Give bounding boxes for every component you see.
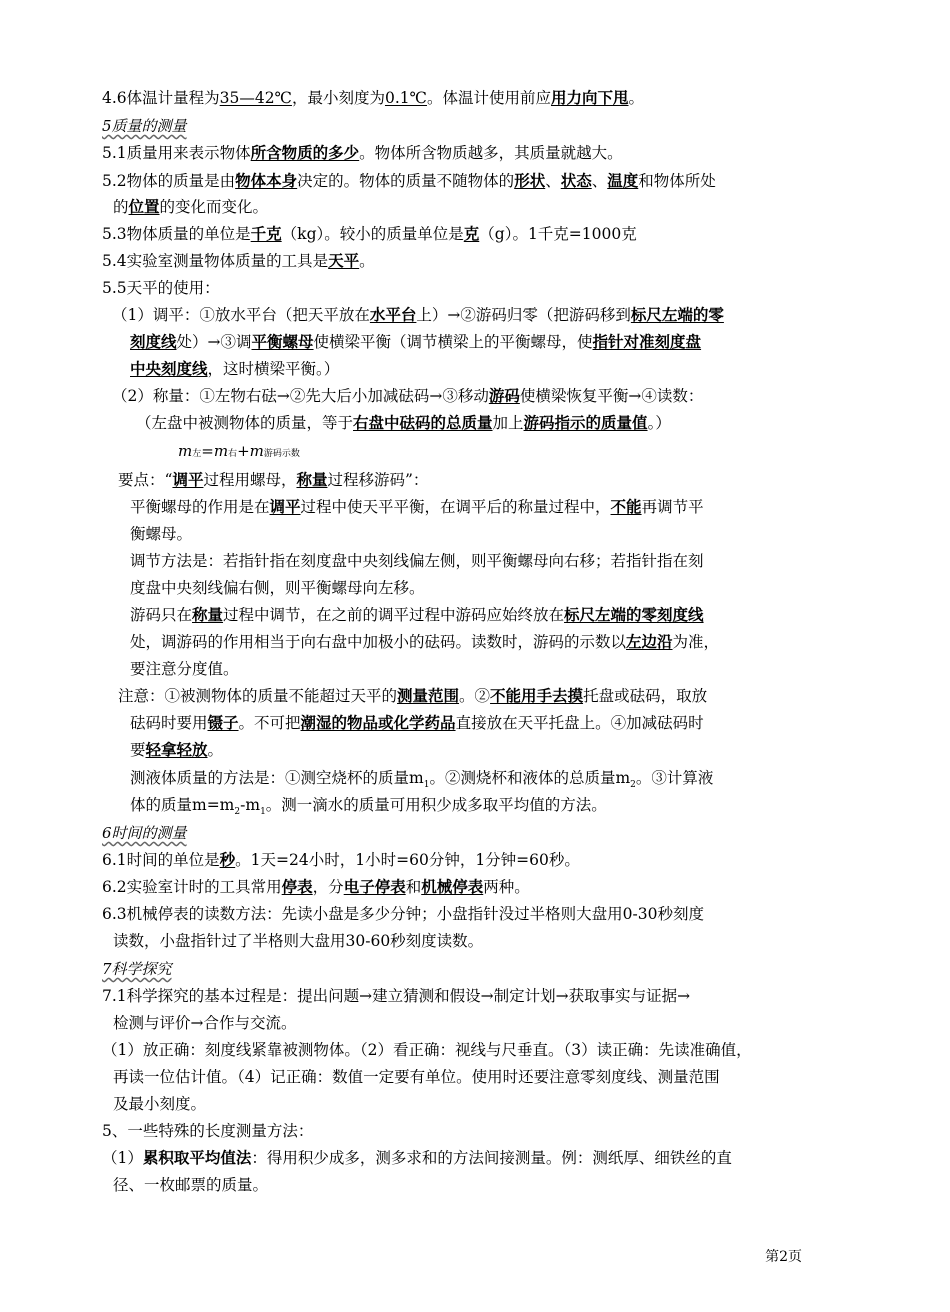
section-heading-5: 5质量的测量 [102, 117, 187, 135]
line-liquid-2: 体的质量$m=m_2-m_1$。测一滴水的质量可用积少成多取平均值的方法。 [130, 796, 607, 818]
line-measure-3: 及最小刻度。 [113, 1095, 207, 1113]
line-measure-1: （1）放正确：刻度线紧靠被测物体。（2）看正确：视线与尺垂直。（3）读正确：先读准确值， [102, 1041, 752, 1059]
line-7-1: 7.1科学探究的基本过程是：提出问题→建立猜测和假设→制定计划→获取事实与证据→ [102, 987, 691, 1005]
line-5-3: 5.3物体质量的单位是千克（kg）。较小的质量单位是克（g）。1千克=1000克 [102, 224, 637, 243]
line-rider-3: 要注意分度值。 [130, 660, 239, 678]
line-6-3-cont: 读数，小盘指针过了半格则大盘用30-60秒刻度读数。 [113, 932, 484, 950]
min-scale-value: 0.1℃ [384, 89, 427, 107]
line-6-1: 6.1时间的单位是秒。1天=24小时，1小时=60分钟，1分钟=60秒。 [102, 850, 580, 869]
mass-formula: m左=m右+m游码示数 [178, 442, 300, 460]
line-5-2-cont: 的位置的变化而变化。 [113, 197, 269, 216]
line-notice-2: 砝码时要用镊子。不可把潮湿的物品或化学药品直接放在天平托盘上。④加减砝码时 [130, 713, 704, 732]
line-nut-1: 平衡螺母的作用是在调平过程中使天平平衡，在调平后的称量过程中，不能再调节平 [130, 497, 704, 516]
line-5-5: 5.5天平的使用： [102, 279, 220, 297]
line-accumulate-1: （1）累积取平均值法：得用积少成多，测多求和的方法间接测量。例：测纸厚、细铁丝的直 [102, 1148, 732, 1167]
line-liquid-1: 测液体质量的方法是：①测空烧杯的质量$m_1$。②测烧杯和液体的总质量$m_2$。③计算液 [130, 769, 714, 791]
line-notice-1: 注意：①被测物体的质量不能超过天平的测量范围。②不能用手去摸托盘或砝码，取放 [118, 686, 708, 705]
line-5-4: 5.4实验室测量物体质量的工具是天平。 [102, 251, 375, 270]
section-heading-7: 7科学探究 [102, 960, 172, 978]
line-key-points: 要点：“调平过程用螺母，称量过程移游码”： [118, 470, 429, 489]
line-accumulate-2: 径、一枚邮票的质量。 [113, 1176, 269, 1194]
line-rider-1: 游码只在称量过程中调节，在之前的调平过程中游码应始终放在标尺左端的零刻度线 [130, 605, 704, 624]
line-notice-3: 要轻拿轻放。 [130, 740, 224, 759]
page-number: 第2页 [765, 1249, 802, 1265]
line-5-1: 5.1质量用来表示物体所含物质的多少。物体所含物质越多，其质量就越大。 [102, 143, 623, 162]
line-tiaoping: （1）调平：①放水平台（把天平放在水平台上）→②游码归零（把游码移到标尺左端的零 [112, 305, 724, 324]
line-tiaoping-3: 中央刻度线，这时横梁平衡。） [130, 359, 340, 378]
line-6-2: 6.2实验室计时的工具常用停表，分电子停表和机械停表两种。 [102, 877, 530, 896]
line-4-6: 4.6体温计量程为35—42℃，最小刻度为0.1℃。体温计使用前应用力向下甩。 [102, 88, 645, 107]
range-value: 35—42℃ [219, 89, 292, 107]
line-nut-2: 衡螺母。 [130, 525, 193, 543]
line-6-3: 6.3机械停表的读数方法：先读小盘是多少分钟；小盘指针没过半格则大盘用0-30秒刻度 [102, 905, 704, 923]
keyword: 用力向下甩 [550, 88, 629, 107]
line-special-methods: 5、一些特殊的长度测量方法： [102, 1122, 314, 1140]
section-heading-6: 6时间的测量 [102, 824, 187, 842]
line-measure-2: 再读一位估计值。（4）记正确：数值一定要有单位。使用时还要注意零刻度线、测量范围 [113, 1068, 720, 1086]
line-7-1-cont: 检测与评价→合作与交流。 [113, 1014, 297, 1032]
line-rider-2: 处，调游码的作用相当于向右盘中加极小的砝码。读数时，游码的示数以左边沿为准， [130, 632, 720, 651]
line-tiaoping-2: 刻度线处）→③调平衡螺母使横梁平衡（调节横梁上的平衡螺母，使指针对准刻度盘 [130, 332, 702, 351]
line-chengliang: （2）称量：①左物右砝→②先大后小加减砝码→③移动游码使横梁恢复平衡→④读数： [112, 386, 704, 405]
line-adjust-1: 调节方法是：若指针指在刻度盘中央刻线偏左侧，则平衡螺母向右移；若指针指在刻 [130, 552, 704, 570]
line-adjust-2: 度盘中央刻线偏右侧，则平衡螺母向左移。 [130, 579, 425, 597]
line-chengliang-2: （左盘中被测物体的质量，等于右盘中砝码的总质量加上游码指示的质量值。） [136, 413, 671, 432]
line-5-2: 5.2物体的质量是由物体本身决定的。物体的质量不随物体的形状、状态、温度和物体所处 [102, 171, 716, 190]
